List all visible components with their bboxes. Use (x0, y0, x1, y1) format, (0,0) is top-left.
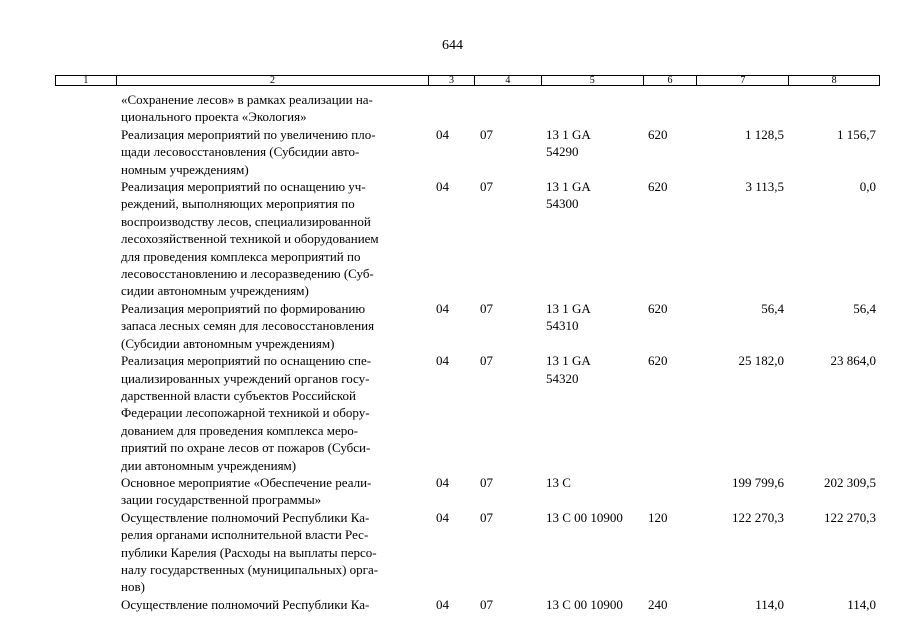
row-amount-1: 199 799,6 (732, 474, 784, 490)
row-amount-2: 114,0 (847, 596, 876, 612)
column-header-6: 6 (644, 76, 698, 85)
row-amount-1: 122 270,3 (732, 509, 784, 525)
row-target-code: 13 C 00 10900 (546, 596, 623, 612)
row-expense-type: 620 (648, 179, 668, 195)
table-row (0, 178, 905, 300)
row-section: 04 (436, 353, 449, 369)
row-section: 04 (436, 474, 449, 490)
row-amount-2: 56,4 (853, 300, 876, 316)
row-subsection: 07 (480, 179, 493, 195)
row-amount-1: 25 182,0 (738, 353, 784, 369)
row-target-code: 13 1 GA 54320 (546, 353, 591, 386)
row-amount-1: 114,0 (755, 596, 784, 612)
table-row (0, 596, 905, 613)
row-amount-2: 202 309,5 (824, 474, 876, 490)
row-description: Осуществление полномочий Республики Ка- релия органами исполнительной власти Рес- публики Карелия (Расходы на выплаты персо- налу государственных (муниципальных) орга- нов) (121, 509, 379, 595)
row-amount-1: 3 113,5 (745, 179, 784, 195)
row-target-code: 13 1 GA 54310 (546, 300, 591, 334)
table-header-row (55, 75, 880, 86)
row-expense-type: 620 (648, 126, 668, 142)
row-target-code: 13 C 00 10900 (546, 509, 623, 525)
row-amount-1: 56,4 (761, 300, 784, 316)
row-amount-2: 1 156,7 (837, 126, 876, 142)
column-header-5: 5 (542, 76, 644, 85)
row-expense-type: 620 (648, 300, 668, 316)
column-header-2: 2 (117, 76, 429, 85)
column-header-1: 1 (56, 76, 117, 85)
row-section: 04 (436, 596, 449, 612)
row-subsection: 07 (480, 300, 493, 316)
row-description: Реализация мероприятий по увеличению пло- щади лесовосстановления (Субсидии авто- номным учреждениям) (121, 126, 376, 177)
row-section: 04 (436, 126, 449, 142)
row-section: 04 (436, 300, 449, 316)
column-header-7: 7 (697, 76, 789, 85)
page-number: 644 (442, 38, 463, 53)
row-target-code: 13 1 GA 54290 (546, 126, 591, 160)
row-subsection: 07 (480, 509, 493, 525)
row-section: 04 (436, 509, 449, 525)
row-target-code: 13 C (546, 474, 571, 490)
table-row (0, 474, 905, 509)
table-row (0, 509, 905, 596)
row-expense-type: 240 (648, 596, 668, 612)
column-header-4: 4 (475, 76, 542, 85)
row-subsection: 07 (480, 596, 493, 612)
row-amount-2: 23 864,0 (830, 353, 876, 369)
table-body (0, 91, 905, 613)
row-amount-2: 122 270,3 (824, 509, 876, 525)
row-description: Реализация мероприятий по оснащению спе- циализированных учреждений органов госу- дарственной власти субъектов Российской Федерации лесопожарной техникой и обору- дованием для проведения комплекса меро- приятий по охране лесов от пожаров (Субси- дии автономным учреждениям) (121, 353, 372, 473)
row-subsection: 07 (480, 474, 493, 490)
row-expense-type: 620 (648, 353, 668, 369)
row-expense-type: 120 (648, 509, 668, 525)
table-row (0, 126, 905, 178)
row-description: Основное мероприятие «Обеспечение реали- зации государственной программы» (121, 474, 372, 508)
table-row (0, 300, 905, 352)
row-amount-2: 0,0 (859, 179, 876, 195)
row-description: Осуществление полномочий Республики Ка- (121, 596, 370, 612)
row-subsection: 07 (480, 126, 493, 142)
row-description: «Сохранение лесов» в рамках реализации на- ционального проекта «Экология» (121, 92, 373, 125)
row-amount-1: 1 128,5 (745, 126, 784, 142)
row-target-code: 13 1 GA 54300 (546, 179, 591, 212)
column-header-3: 3 (429, 76, 475, 85)
row-description: Реализация мероприятий по формированию запаса лесных семян для лесовосстановления (Субсидии автономным учреждениям) (121, 300, 375, 351)
row-description: Реализация мероприятий по оснащению уч- реждений, выполняющих мероприятия по воспроизводству лесов, специализированной лесохозяйственной техникой и оборудованием для проведения комплекса мероприятий по лесовосстановлению и лесоразведению (Суб- сидии автономным учреждениям) (121, 179, 379, 299)
row-section: 04 (436, 179, 449, 195)
column-header-8: 8 (831, 75, 837, 86)
row-subsection: 07 (480, 353, 493, 369)
table-row (0, 352, 905, 474)
table-row (0, 91, 905, 126)
